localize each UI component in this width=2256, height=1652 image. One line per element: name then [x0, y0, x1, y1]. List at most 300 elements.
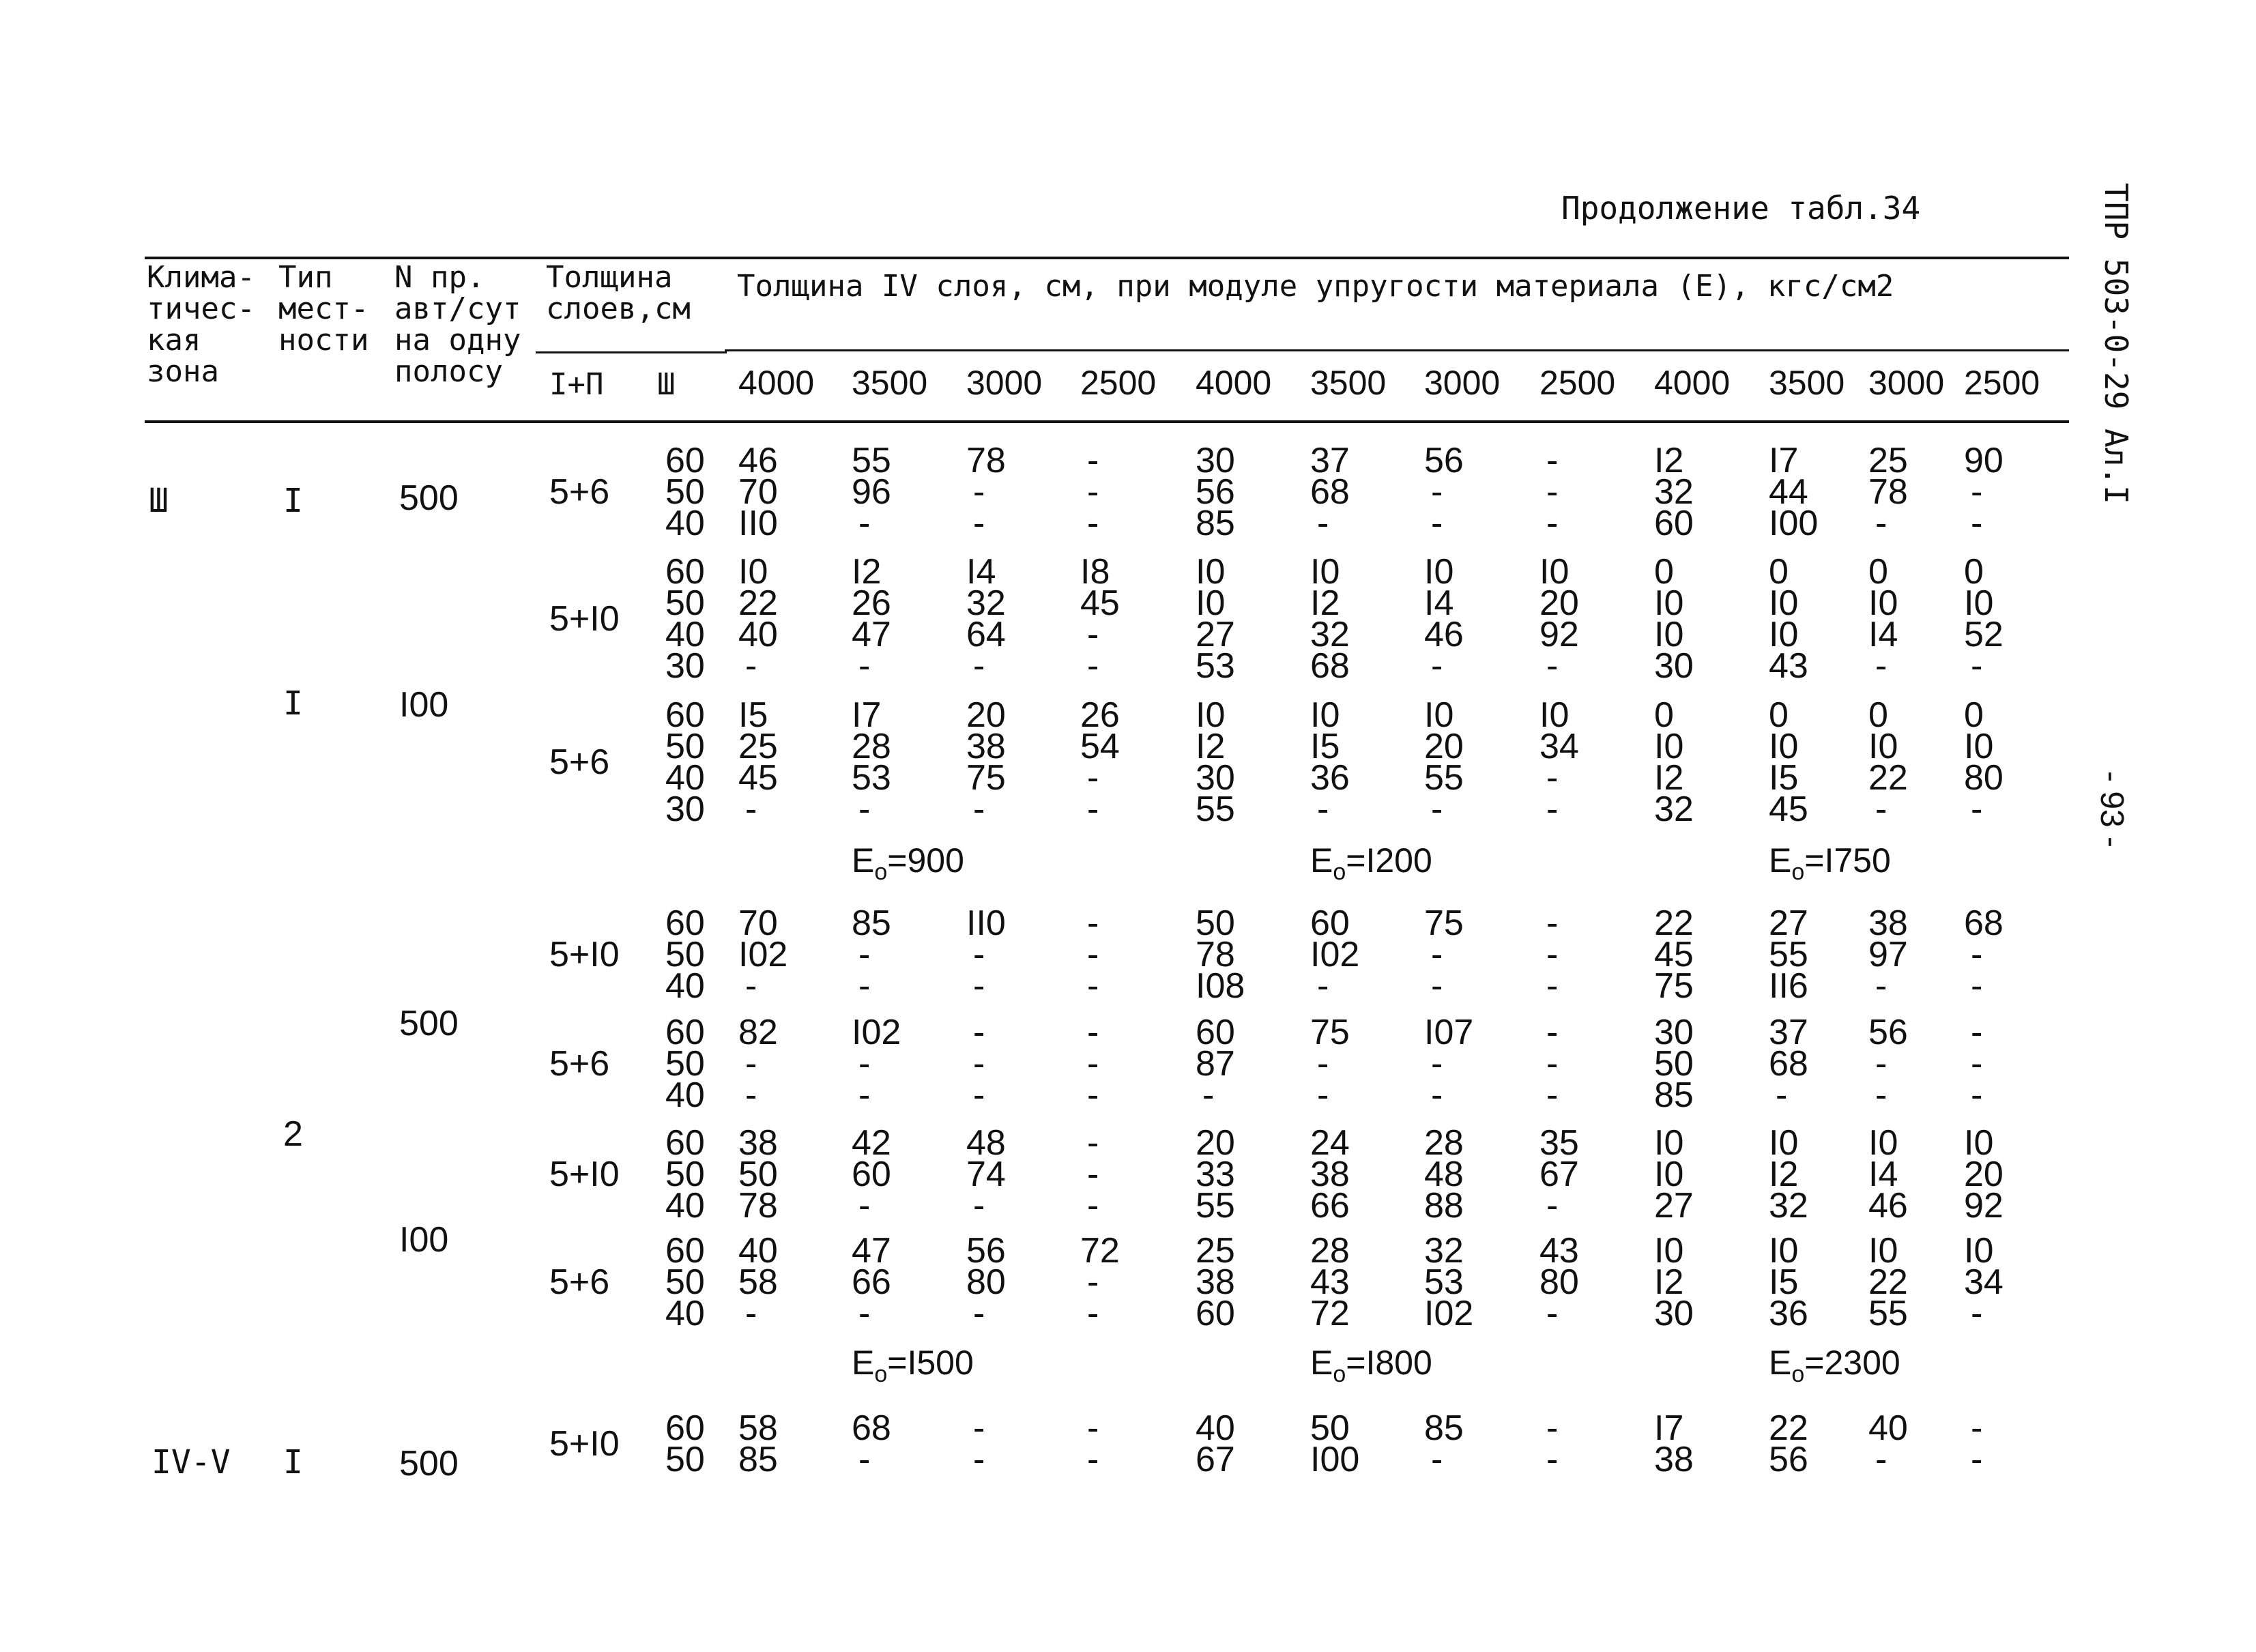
- table-cell: I0: [1654, 1123, 1684, 1163]
- table-cell: -: [858, 504, 871, 543]
- table-cell: 40: [1196, 1408, 1235, 1448]
- table-cell: -: [1971, 1044, 1983, 1084]
- table-cell: -: [858, 1440, 871, 1479]
- table-cell: I2: [1654, 758, 1684, 798]
- table-cell: 54: [1080, 727, 1120, 766]
- subgrade-modulus-label: $E_o=2300$: [1769, 1344, 1900, 1387]
- table-cell: 0: [1769, 552, 1789, 592]
- table-cell: -: [1546, 504, 1559, 543]
- table-cell: I4: [1424, 583, 1454, 623]
- layers-1-2-thickness: 5+I0: [549, 1155, 620, 1194]
- table-cell: -: [1875, 1044, 1888, 1084]
- table-cell: -: [1546, 1044, 1559, 1084]
- table-cell: 20: [1196, 1123, 1235, 1163]
- table-cell: 68: [852, 1408, 891, 1448]
- table-cell: -: [1431, 1440, 1443, 1479]
- table-cell: 97: [1868, 935, 1908, 974]
- table-cell: -: [745, 966, 757, 1006]
- table-cell: I5: [1769, 1262, 1799, 1302]
- table-cell: 25: [1196, 1231, 1235, 1271]
- table-cell: I0: [1424, 552, 1454, 592]
- table-cell: 46: [738, 441, 778, 480]
- table-cell: 60: [1654, 504, 1694, 543]
- table-cell: -: [1087, 615, 1099, 654]
- table-cell: -: [1431, 1075, 1443, 1115]
- table-cell: I02: [1424, 1294, 1474, 1333]
- table-cell: 96: [852, 472, 891, 512]
- table-cell: I0: [1769, 1231, 1799, 1271]
- modulus-header: 4000: [1196, 364, 1272, 402]
- table-cell: 28: [1424, 1123, 1464, 1163]
- table-cell: -: [1087, 966, 1099, 1006]
- table-cell: -: [1431, 935, 1443, 974]
- table-cell: 32: [1654, 789, 1694, 829]
- table-cell: 50: [1310, 1408, 1350, 1448]
- table-cell: 48: [966, 1123, 1006, 1163]
- table-cell: 87: [1196, 1044, 1235, 1084]
- layer-3-thickness: 40: [665, 504, 705, 543]
- table-cell: I4: [1868, 615, 1898, 654]
- table-cell: 38: [1868, 903, 1908, 943]
- table-cell: I8: [1080, 552, 1110, 592]
- table-cell: 43: [1769, 646, 1808, 686]
- table-cell: 85: [1196, 504, 1235, 543]
- layer-3-thickness: 50: [665, 472, 705, 512]
- table-cell: 27: [1196, 615, 1235, 654]
- layer-3-thickness: 40: [665, 615, 705, 654]
- table-cell: -: [1431, 789, 1443, 829]
- table-cell: -: [745, 1294, 757, 1333]
- table-cell: 85: [738, 1440, 778, 1479]
- table-cell: -: [1875, 646, 1888, 686]
- table-cell: 26: [852, 583, 891, 623]
- table-cell: -: [1971, 646, 1983, 686]
- header-terrain: Тип мест- ности: [278, 260, 369, 358]
- table-cell: 92: [1964, 1186, 2004, 1226]
- table-cell: -: [1546, 1075, 1559, 1115]
- table-cell: -: [1546, 441, 1559, 480]
- layer-3-thickness: 60: [665, 903, 705, 943]
- traffic-label: 500: [399, 1004, 459, 1043]
- table-cell: 34: [1539, 727, 1579, 766]
- table-cell: I2: [1196, 727, 1226, 766]
- table-cell: 56: [1769, 1440, 1808, 1479]
- table-cell: I5: [1769, 758, 1799, 798]
- layer-3-thickness: 40: [665, 758, 705, 798]
- table-cell: 22: [1868, 1262, 1908, 1302]
- table-cell: 60: [1196, 1294, 1235, 1333]
- table-cell: 47: [852, 615, 891, 654]
- table-cell: -: [1087, 1186, 1099, 1226]
- table-cell: 43: [1539, 1231, 1579, 1271]
- table-cell: 78: [1196, 935, 1235, 974]
- table-cell: -: [1087, 789, 1099, 829]
- table-cell: I0: [1310, 695, 1340, 735]
- table-cell: 53: [1424, 1262, 1464, 1302]
- table-cell: I2: [852, 552, 882, 592]
- layers-1-2-thickness: 5+I0: [549, 1424, 620, 1464]
- table-cell: I5: [1310, 727, 1340, 766]
- rule-under-main-header: [725, 349, 2069, 351]
- table-cell: 0: [1769, 695, 1789, 735]
- table-cell: 85: [1654, 1075, 1694, 1115]
- table-cell: I0: [1868, 583, 1898, 623]
- table-cell: 55: [1868, 1294, 1908, 1333]
- table-cell: 75: [1424, 903, 1464, 943]
- table-cell: -: [1317, 1044, 1329, 1084]
- table-cell: -: [1546, 789, 1559, 829]
- header-layer-3: Ш: [657, 367, 676, 402]
- table-cell: -: [858, 935, 871, 974]
- table-cell: -: [973, 1408, 985, 1448]
- table-cell: 38: [738, 1123, 778, 1163]
- table-cell: 58: [738, 1262, 778, 1302]
- table-cell: 88: [1424, 1186, 1464, 1226]
- rule-top: [145, 257, 2069, 259]
- table-cell: 60: [1196, 1013, 1235, 1052]
- table-cell: 50: [1196, 903, 1235, 943]
- table-cell: -: [1546, 1013, 1559, 1052]
- table-cell: 92: [1539, 615, 1579, 654]
- table-cell: -: [1875, 1440, 1888, 1479]
- layer-3-thickness: 50: [665, 727, 705, 766]
- table-cell: -: [973, 1186, 985, 1226]
- table-cell: 33: [1196, 1155, 1235, 1194]
- table-cell: -: [1971, 472, 1983, 512]
- table-cell: 48: [1424, 1155, 1464, 1194]
- table-cell: -: [1971, 789, 1983, 829]
- header-traffic: N пр. авт/сут на одну полосу: [394, 260, 521, 389]
- table-cell: -: [1317, 789, 1329, 829]
- table-cell: -: [1087, 1294, 1099, 1333]
- subgrade-modulus-label: $E_o=I200$: [1310, 841, 1432, 885]
- table-cell: -: [745, 789, 757, 829]
- table-cell: 30: [1196, 441, 1235, 480]
- table-cell: 45: [738, 758, 778, 798]
- table-cell: I0: [1196, 583, 1226, 623]
- table-cell: 66: [852, 1262, 891, 1302]
- table-cell: 55: [1769, 935, 1808, 974]
- table-cell: I08: [1196, 966, 1245, 1006]
- table-cell: I0: [1769, 583, 1799, 623]
- layer-3-thickness: 60: [665, 552, 705, 592]
- table-cell: -: [1971, 935, 1983, 974]
- table-cell: I0: [1769, 615, 1799, 654]
- table-cell: 40: [738, 615, 778, 654]
- table-cell: -: [1971, 966, 1983, 1006]
- layer-3-thickness: 30: [665, 646, 705, 686]
- table-cell: 68: [1310, 646, 1350, 686]
- table-cell: II0: [738, 504, 778, 543]
- table-cell: 0: [1654, 695, 1674, 735]
- traffic-label: 500: [399, 478, 459, 518]
- table-cell: I0: [1868, 727, 1898, 766]
- table-cell: I0: [1769, 1123, 1799, 1163]
- table-cell: -: [1431, 472, 1443, 512]
- table-cell: 72: [1080, 1231, 1120, 1271]
- table-cell: -: [1546, 903, 1559, 943]
- zone-label: IV-V: [151, 1443, 231, 1481]
- table-cell: 70: [738, 472, 778, 512]
- table-cell: -: [1431, 966, 1443, 1006]
- table-cell: 22: [1769, 1408, 1808, 1448]
- table-cell: -: [1087, 1044, 1099, 1084]
- table-cell: -: [973, 1013, 985, 1052]
- table-cell: 47: [852, 1231, 891, 1271]
- modulus-header: 3500: [852, 364, 928, 402]
- table-cell: I2: [1654, 1262, 1684, 1302]
- table-cell: -: [1875, 966, 1888, 1006]
- header-layers: Толщина слоев,см: [546, 260, 691, 326]
- table-cell: -: [858, 1294, 871, 1333]
- terrain-label: I: [283, 684, 303, 723]
- table-cell: -: [858, 1075, 871, 1115]
- table-cell: 46: [1424, 615, 1464, 654]
- table-cell: 42: [852, 1123, 891, 1163]
- table-cell: -: [1317, 504, 1329, 543]
- table-cell: -: [1087, 646, 1099, 686]
- subgrade-modulus-label: $E_o=I800$: [1310, 1344, 1432, 1387]
- table-cell: I0: [1654, 1155, 1684, 1194]
- table-cell: -: [1087, 1440, 1099, 1479]
- table-cell: -: [1087, 1123, 1099, 1163]
- traffic-label: I00: [399, 685, 449, 725]
- layer-3-thickness: 50: [665, 583, 705, 623]
- table-cell: -: [1087, 441, 1099, 480]
- table-cell: -: [1087, 504, 1099, 543]
- table-cell: 56: [1424, 441, 1464, 480]
- table-cell: 20: [966, 695, 1006, 735]
- table-cell: 45: [1769, 789, 1808, 829]
- table-cell: 78: [1868, 472, 1908, 512]
- table-cell: 44: [1769, 472, 1808, 512]
- table-cell: 60: [1310, 903, 1350, 943]
- table-cell: I0: [1654, 615, 1684, 654]
- table-cell: -: [858, 1044, 871, 1084]
- modulus-header: 3500: [1769, 364, 1845, 402]
- terrain-label: I: [283, 1443, 303, 1481]
- table-caption: Продолжение табл.34: [1561, 190, 1921, 227]
- table-cell: -: [858, 646, 871, 686]
- table-cell: 26: [1080, 695, 1120, 735]
- table-cell: 78: [738, 1186, 778, 1226]
- layer-3-thickness: 40: [665, 1075, 705, 1115]
- table-cell: 68: [1769, 1044, 1808, 1084]
- table-cell: 55: [1196, 789, 1235, 829]
- modulus-header: 4000: [1654, 364, 1731, 402]
- table-cell: 38: [1654, 1440, 1694, 1479]
- layer-3-thickness: 60: [665, 1231, 705, 1271]
- table-cell: I5: [738, 695, 768, 735]
- table-cell: -: [973, 966, 985, 1006]
- table-cell: 30: [1654, 1294, 1694, 1333]
- table-cell: -: [1875, 504, 1888, 543]
- table-cell: -: [858, 789, 871, 829]
- table-cell: 22: [738, 583, 778, 623]
- table-cell: I0: [1654, 583, 1684, 623]
- table-cell: 56: [1868, 1013, 1908, 1052]
- table-cell: 22: [1654, 903, 1694, 943]
- table-cell: 55: [1196, 1186, 1235, 1226]
- table-cell: I0: [1310, 552, 1340, 592]
- table-cell: I0: [1868, 1123, 1898, 1163]
- table-cell: 0: [1868, 695, 1888, 735]
- layer-3-thickness: 40: [665, 1294, 705, 1333]
- table-cell: 40: [1868, 1408, 1908, 1448]
- table-cell: -: [858, 966, 871, 1006]
- table-cell: 35: [1539, 1123, 1579, 1163]
- table-cell: -: [745, 1044, 757, 1084]
- table-cell: -: [973, 504, 985, 543]
- table-cell: 20: [1539, 583, 1579, 623]
- table-cell: I0: [1539, 552, 1570, 592]
- zone-label: Ш: [149, 482, 169, 520]
- table-cell: 30: [1654, 646, 1694, 686]
- table-cell: 38: [1196, 1262, 1235, 1302]
- table-cell: 50: [738, 1155, 778, 1194]
- table-cell: -: [745, 1075, 757, 1115]
- table-cell: I02: [1310, 935, 1360, 974]
- table-cell: I7: [852, 695, 882, 735]
- table-cell: -: [1546, 472, 1559, 512]
- table-cell: 27: [1769, 903, 1808, 943]
- table-cell: I0: [738, 552, 768, 592]
- table-cell: 85: [1424, 1408, 1464, 1448]
- terrain-label: I: [283, 482, 303, 520]
- table-cell: -: [1087, 758, 1099, 798]
- table-cell: -: [973, 1044, 985, 1084]
- table-cell: -: [1087, 472, 1099, 512]
- table-cell: -: [1875, 1075, 1888, 1115]
- table-cell: I4: [1868, 1155, 1898, 1194]
- table-cell: II6: [1769, 966, 1808, 1006]
- table-cell: -: [1087, 1075, 1099, 1115]
- table-cell: 74: [966, 1155, 1006, 1194]
- table-cell: I00: [1769, 504, 1819, 543]
- table-cell: -: [1546, 646, 1559, 686]
- modulus-header: 3500: [1310, 364, 1387, 402]
- table-cell: 43: [1310, 1262, 1350, 1302]
- modulus-header: 2500: [1964, 364, 2040, 402]
- table-cell: 55: [852, 441, 891, 480]
- table-cell: 32: [1310, 615, 1350, 654]
- table-cell: I4: [966, 552, 996, 592]
- table-cell: -: [1546, 1294, 1559, 1333]
- table-cell: -: [973, 472, 985, 512]
- subgrade-modulus-label: $E_o=900$: [852, 841, 964, 885]
- table-cell: 25: [1868, 441, 1908, 480]
- table-cell: -: [1971, 1440, 1983, 1479]
- terrain-label: 2: [283, 1114, 303, 1154]
- table-cell: 80: [966, 1262, 1006, 1302]
- table-cell: 34: [1964, 1262, 2004, 1302]
- table-cell: I0: [1196, 552, 1226, 592]
- table-cell: I0: [1964, 1231, 1994, 1271]
- table-cell: -: [1202, 1075, 1215, 1115]
- table-cell: -: [1087, 1262, 1099, 1302]
- table-cell: -: [1971, 1408, 1983, 1448]
- table-cell: 45: [1654, 935, 1694, 974]
- header-zone: Клима- тичес- кая зона: [147, 260, 255, 389]
- layer-3-thickness: 60: [665, 1408, 705, 1448]
- rule-under-layers-header: [536, 351, 727, 353]
- table-cell: -: [1776, 1075, 1788, 1115]
- layers-1-2-thickness: 5+6: [549, 1262, 610, 1302]
- table-cell: -: [858, 1186, 871, 1226]
- table-cell: 28: [852, 727, 891, 766]
- table-cell: 36: [1769, 1294, 1808, 1333]
- table-cell: I00: [1310, 1440, 1360, 1479]
- table-cell: 66: [1310, 1186, 1350, 1226]
- table-cell: 46: [1868, 1186, 1908, 1226]
- table-cell: 36: [1310, 758, 1350, 798]
- table-cell: -: [973, 646, 985, 686]
- table-cell: 0: [1654, 552, 1674, 592]
- table-cell: I7: [1654, 1408, 1684, 1448]
- table-cell: I0: [1868, 1231, 1898, 1271]
- rule-header-bottom: [145, 420, 2069, 423]
- table-cell: 28: [1310, 1231, 1350, 1271]
- layer-3-thickness: 60: [665, 1013, 705, 1052]
- table-cell: I0: [1539, 695, 1570, 735]
- layers-1-2-thickness: 5+6: [549, 472, 610, 512]
- page-number: - 93 -: [2094, 771, 2130, 848]
- table-cell: I0: [1964, 1123, 1994, 1163]
- layers-1-2-thickness: 5+6: [549, 1044, 610, 1084]
- table-cell: II0: [966, 903, 1006, 943]
- table-cell: -: [745, 646, 757, 686]
- table-cell: 38: [1310, 1155, 1350, 1194]
- table-cell: 82: [738, 1013, 778, 1052]
- table-cell: 58: [738, 1408, 778, 1448]
- table-cell: -: [973, 789, 985, 829]
- table-cell: -: [1317, 1075, 1329, 1115]
- table-cell: 55: [1424, 758, 1464, 798]
- table-cell: 30: [1196, 758, 1235, 798]
- table-cell: 72: [1310, 1294, 1350, 1333]
- table-cell: I0: [1769, 727, 1799, 766]
- table-cell: 75: [966, 758, 1006, 798]
- table-cell: 20: [1424, 727, 1464, 766]
- table-cell: -: [1971, 1294, 1983, 1333]
- table-cell: 75: [1310, 1013, 1350, 1052]
- table-cell: I0: [1196, 695, 1226, 735]
- table-cell: 32: [1769, 1186, 1808, 1226]
- table-cell: 80: [1964, 758, 2004, 798]
- table-cell: 75: [1654, 966, 1694, 1006]
- table-cell: -: [1546, 966, 1559, 1006]
- table-cell: 56: [1196, 472, 1235, 512]
- table-cell: -: [1546, 1186, 1559, 1226]
- traffic-label: I00: [399, 1220, 449, 1260]
- table-cell: -: [1087, 1408, 1099, 1448]
- table-cell: -: [1546, 935, 1559, 974]
- table-cell: 22: [1868, 758, 1908, 798]
- table-cell: -: [1087, 1155, 1099, 1194]
- table-cell: -: [973, 935, 985, 974]
- table-cell: -: [1317, 966, 1329, 1006]
- layer-3-thickness: 30: [665, 789, 705, 829]
- table-cell: 25: [738, 727, 778, 766]
- table-cell: -: [1431, 504, 1443, 543]
- table-cell: 0: [1964, 552, 1984, 592]
- table-cell: 56: [966, 1231, 1006, 1271]
- table-cell: -: [1971, 1013, 1983, 1052]
- table-cell: 60: [852, 1155, 891, 1194]
- layers-1-2-thickness: 5+I0: [549, 599, 620, 639]
- table-cell: 80: [1539, 1262, 1579, 1302]
- table-cell: -: [1087, 1013, 1099, 1052]
